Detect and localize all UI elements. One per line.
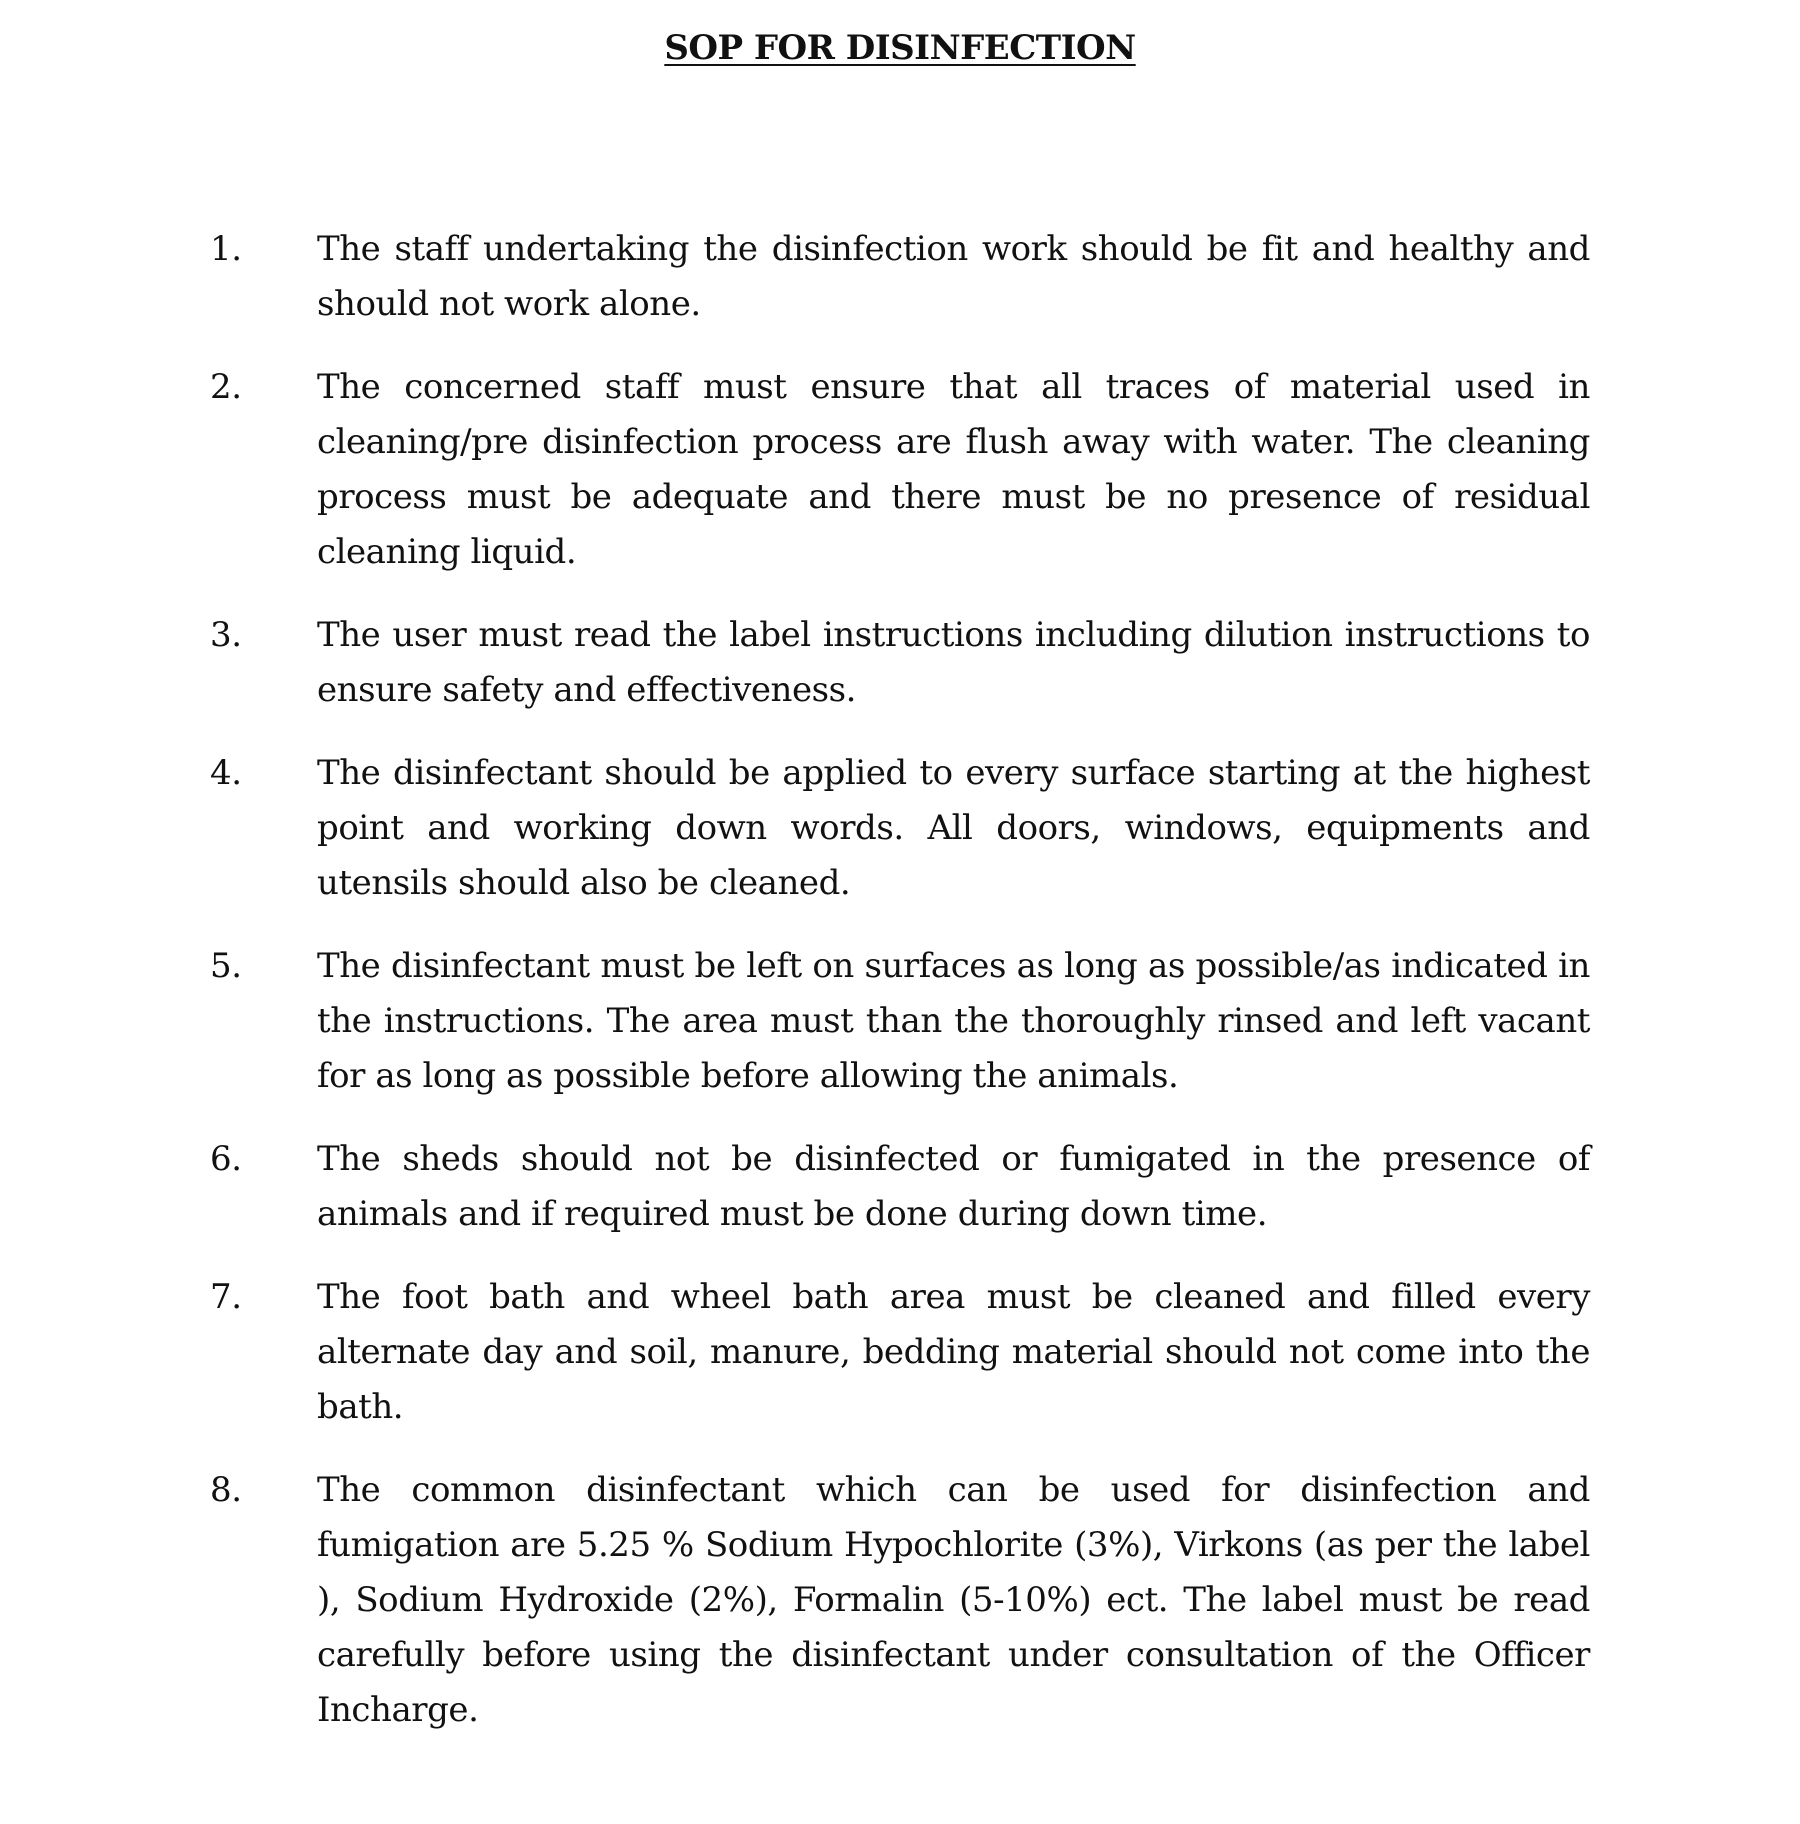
sop-item-4 xyxy=(210,746,1590,911)
item-number: 4. xyxy=(210,753,242,793)
item-number: 2. xyxy=(210,367,242,407)
sop-item-6 xyxy=(210,1132,1590,1242)
item-text: The concerned staff must ensure that all traces of material used in cleaning/pre disinfection process are flush away with water. The cleaning process must be adequate and there must be no presence of residual cleaning liquid. xyxy=(317,367,1590,572)
sop-item-5 xyxy=(210,939,1590,1104)
item-number: 8. xyxy=(210,1470,242,1510)
item-number: 1. xyxy=(210,229,242,269)
sop-item-3 xyxy=(210,608,1590,718)
sop-item-7 xyxy=(210,1270,1590,1435)
sop-list xyxy=(210,222,1590,1766)
item-number: 3. xyxy=(210,615,242,655)
sop-item-8 xyxy=(210,1463,1590,1738)
item-text: The common disinfectant which can be used for disinfection and fumigation are 5.25 % Sodium Hypochlorite (3%), Virkons (as per the label ), Sodium Hydroxide (2%), Formalin (5-10%) ect. The label must be read carefully before using the disinfectant under consultation of the Officer Incharge. xyxy=(317,1470,1590,1730)
item-number: 7. xyxy=(210,1277,242,1317)
item-number: 5. xyxy=(210,946,242,986)
item-text: The user must read the label instructions including dilution instructions to ensure safety and effectiveness. xyxy=(317,615,1590,710)
item-number: 6. xyxy=(210,1139,242,1179)
item-text: The sheds should not be disinfected or fumigated in the presence of animals and if required must be done during down time. xyxy=(317,1139,1590,1234)
item-text: The foot bath and wheel bath area must be cleaned and filled every alternate day and soil, manure, bedding material should not come into the bath. xyxy=(317,1277,1590,1427)
item-text: The disinfectant must be left on surfaces as long as possible/as indicated in the instructions. The area must than the thoroughly rinsed and left vacant for as long as possible before allowing the animals. xyxy=(317,946,1590,1096)
sop-item-2 xyxy=(210,360,1590,580)
document-title-block xyxy=(0,26,1800,70)
document-title: SOP FOR DISINFECTION xyxy=(664,28,1136,68)
item-text: The staff undertaking the disinfection work should be fit and healthy and should not work alone. xyxy=(317,229,1590,324)
item-text: The disinfectant should be applied to every surface starting at the highest point and working down words. All doors, windows, equipments and utensils should also be cleaned. xyxy=(317,753,1590,903)
sop-item-1 xyxy=(210,222,1590,332)
